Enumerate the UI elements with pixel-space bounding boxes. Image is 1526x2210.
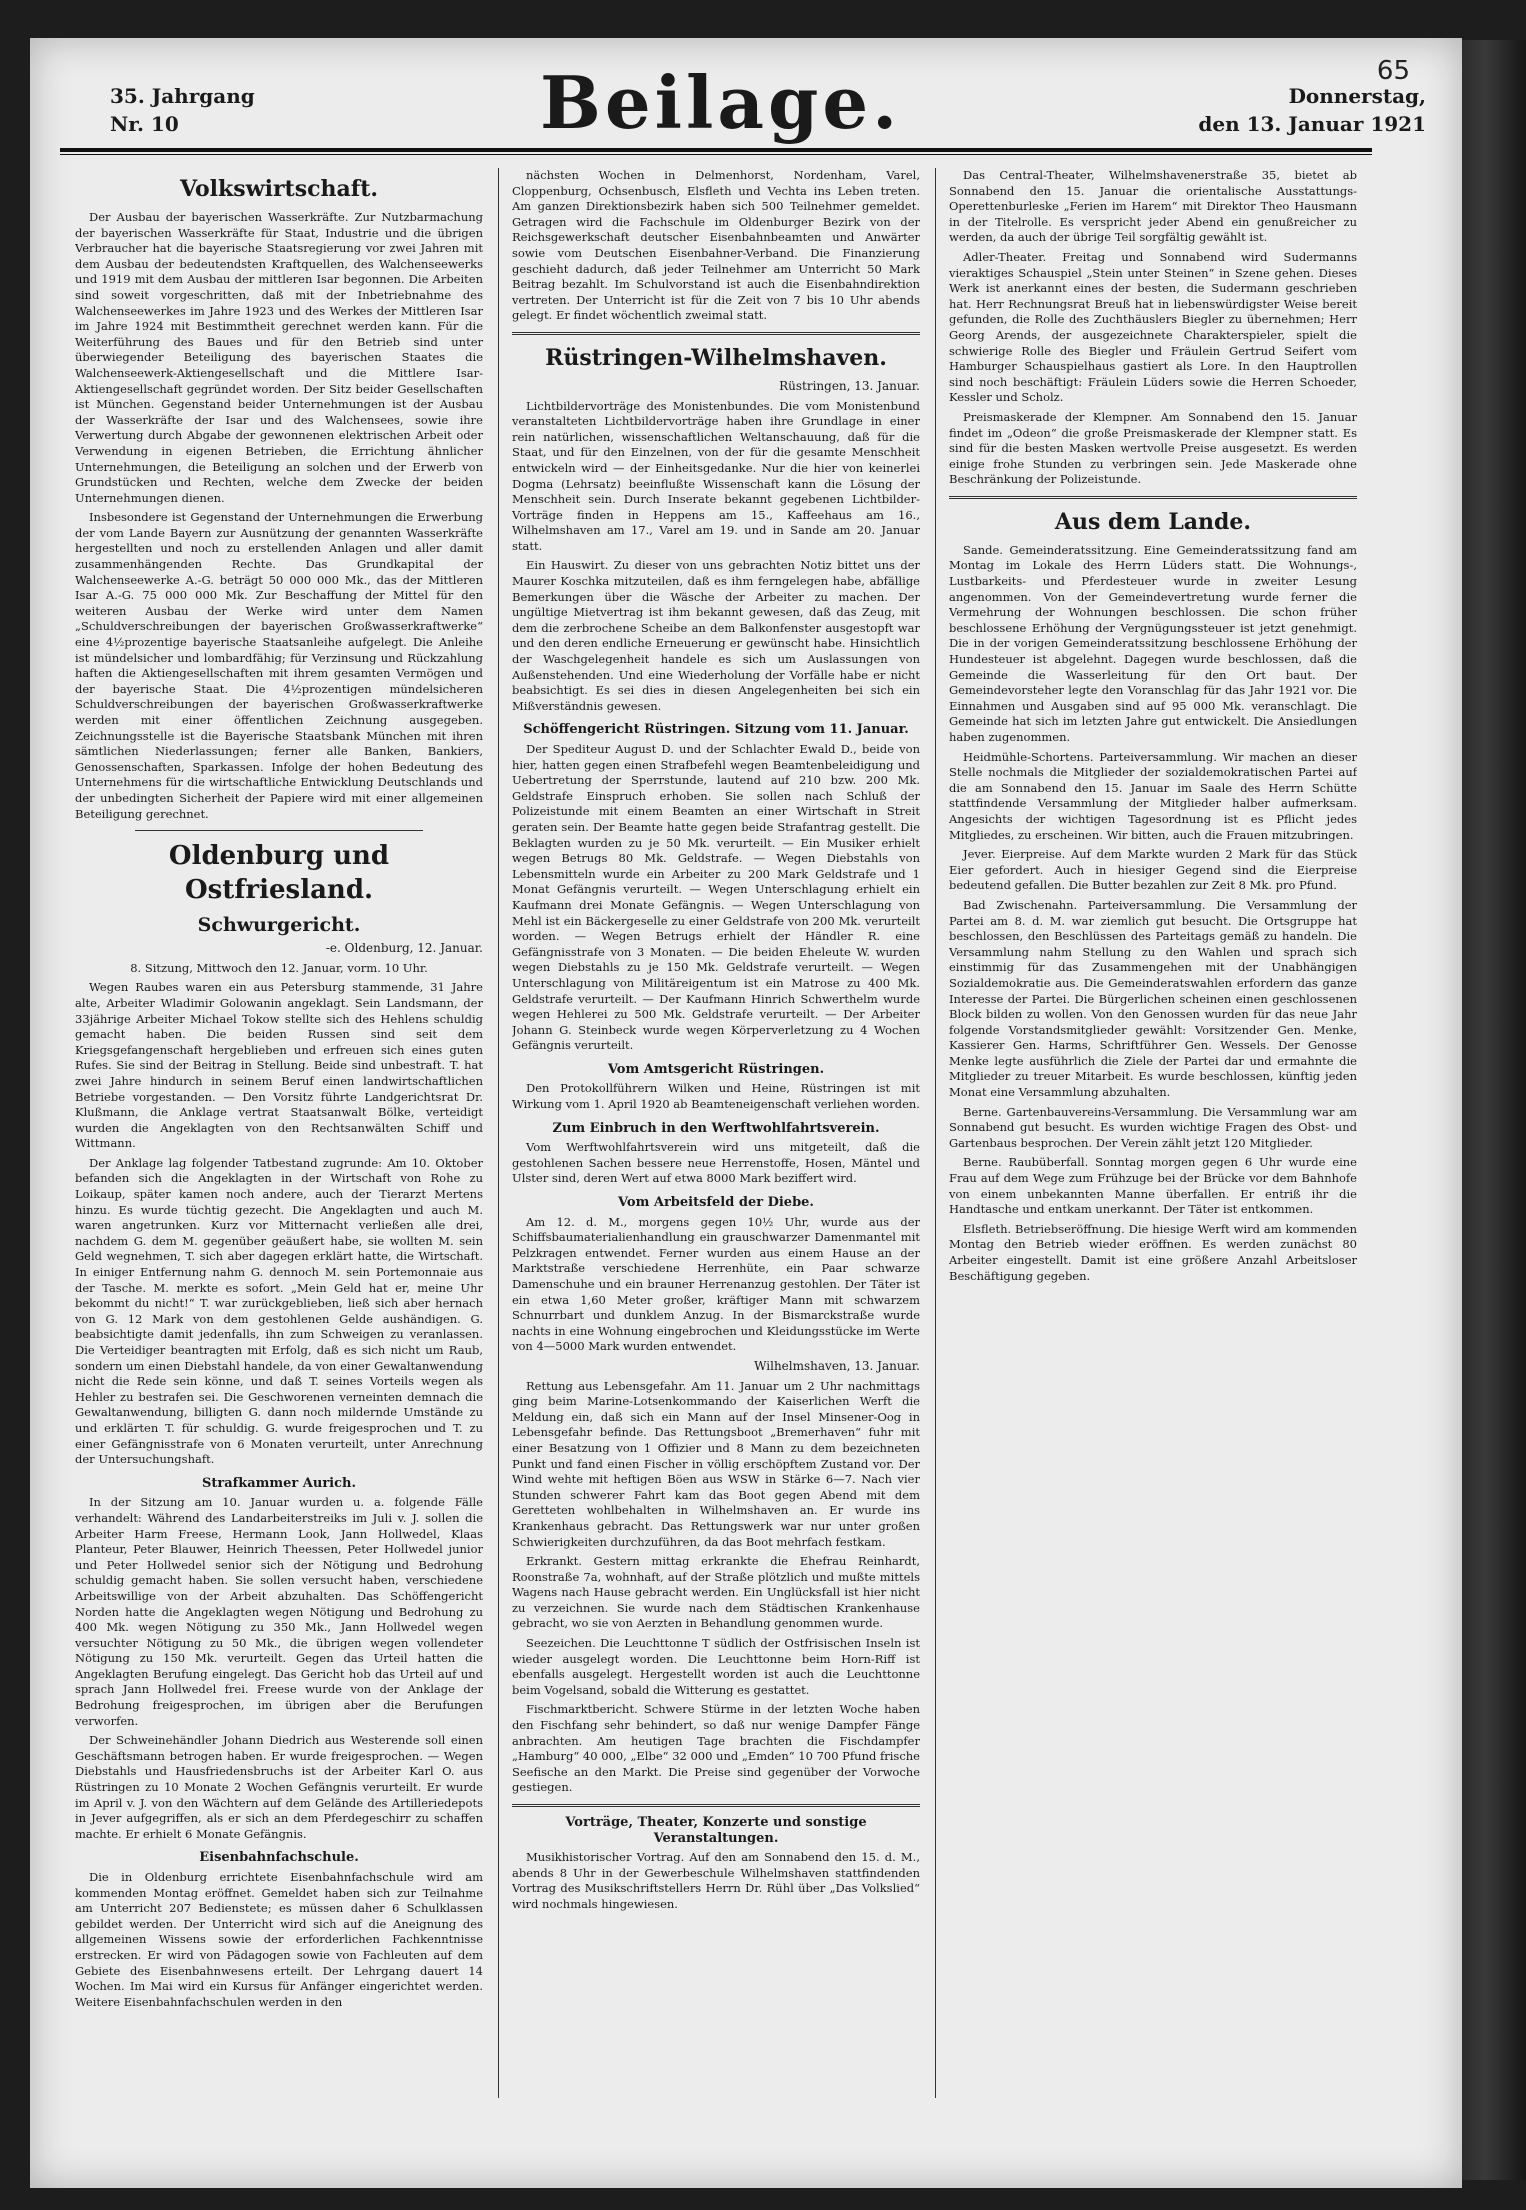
dateline: -e. Oldenburg, 12. Januar.	[325, 941, 483, 956]
article-paragraph: Der Spediteur August D. und der Schlachter Ewald D., beide von hier, hatten gegen einen Strafbefehl wegen Beamtenbeleidigung und Uebertretung der Sperrstunde, lautend auf 210 bzw. 200 Mk. Geldstrafe Einspruch erhoben. Sie sollen nach Schluß der Polizeistunde mit einem Beamten an einer Wirtschaft in Streit geraten sein. Der Beamte hatte gegen beide Strafantrag gestellt. Die Beklagten wurden zu je 50 Mk. verurteilt. — Ein Musiker erhielt wegen Betrugs 80 Mk. Geldstrafe. — Wegen Diebstahls von Lebensmitteln wurde ein Arbeiter zu 200 Mark Geldstrafe und 1 Monat Gefängnis verurteilt. — Wegen Unterschlagung erhielt ein Kaufmann drei Monate Gefängnis. — Wegen Unterschlagung von Mehl ist ein Bäckergeselle zu einer Geldstrafe von 200 Mk. verurteilt worden. — Wegen Betrugs erhielt der Händler R. eine Gefängnisstrafe von 3 Monaten. — Die beiden Eheleute W. wurden wegen Diebstahls zu je 150 Mk. Geldstrafe verurteilt. — Wegen Unterschlagung von Militäreigentum ist ein Matrose zu 400 Mk. Geldstrafe verurteilt. — Der Kaufmann Hinrich Schwerthelm wurde wegen Hehlerei zu 500 Mk. Geldstrafe verurteilt. — Der Arbeiter Johann G. Steinbeck wurde wegen Körperverletzung zu 4 Wochen Gefängnis verurteilt.	[512, 742, 920, 1053]
article-paragraph: nächsten Wochen in Delmenhorst, Nordenham, Varel, Cloppenburg, Ochsenbusch, Elsfleth und Vechta ins Leben treten. Am ganzen Direktionsbezirk haben sich 500 Teilnehmer gemeldet. Getragen wird die Fachschule im Oldenburger Bezirk von der Reichsgewerkschaft deutscher Eisenbahnbeamten und Anwärter sowie vom Deutschen Eisenbahner-Verband. Die Finanzierung geschieht dadurch, daß jeder Teilnehmer am Unterricht 50 Mark Beitrag bezahlt. Im Schulvorstand ist auch die Eisenbahndirektion vertreten. Der Unterricht ist für die Zeit von 7 bis 10 Uhr abends gelegt. Er findet wöchentlich zweimal statt.	[512, 168, 920, 323]
section-title-ruestringen: Rüstringen-Wilhelmshaven.	[545, 344, 887, 371]
subsection-title: Vom Amtsgericht Rüstringen.	[607, 1061, 825, 1077]
date-label: den 13. Januar 1921	[1198, 112, 1426, 136]
divider	[512, 332, 920, 335]
article-paragraph: Rettung aus Lebensgefahr. Am 11. Januar um 2 Uhr nachmittags ging beim Marine-Lotsenkommando der Kaiserlichen Werft die Meldung ein, daß sich ein Mann auf der Insel Minsener-Oog in Lebensgefahr befinde. Das Rettungsboot „Bremerhaven“ fuhr mit einer Besatzung von 1 Offizier und 8 Mann zu dem bezeichneten Punkt und fand einen Fischer in völlig erschöpftem Zustand vor. Der Wind wehte mit heftigen Böen aus WSW in Stärke 6—7. Nach vier Stunden schwerer Fahrt kam das Boot gegen Abend mit dem Geretteten wohlbehalten in Wilhelmshaven an. Er wurde ins Krankenhaus gebracht. Das Rettungswerk war nur unter großen Schwierigkeiten durchzuführen, da das Boot mehrfach festkam.	[512, 1378, 920, 1549]
article-paragraph: Seezeichen. Die Leuchttonne T südlich der Ostfrisischen Inseln ist wieder ausgelegt worden. Die Leuchttonne beim Horn-Riff ist ebenfalls ausgelegt. Hergestellt worden ist auch die Leuchttonne beim Vogelsand, sobald die Witterung es gestattet.	[512, 1636, 920, 1697]
article-paragraph: Elsfleth. Betriebseröffnung. Die hiesige Werft wird am kommenden Montag den Betrieb wieder eröffnen. Es werden zunächst 80 Arbeiter eingestellt. Damit ist eine größere Anzahl Arbeitsloser Beschäftigung gegeben.	[949, 1221, 1357, 1283]
article-paragraph: Lichtbildervorträge des Monistenbundes. Die vom Monistenbund veranstalteten Lichtbildervorträge haben ihre Grundlage in einer rein natürlichen, wissenschaftlichen Weltanschauung, daß für die Staat, und für den Einzelnen, von der für die gesamte Menschheit entwickeln wird — der Einheitsgedanke. Nur die hier von keinerlei Dogma (Lehrsatz) beeinflußte Wissenschaft kann die Lösung der Menschheit sein. Durch Inserate bekannt gegebenen Lichtbilder-Vorträge finden in Heppens am 15., Kaffeehaus am 16., Wilhelmshaven am 17., Varel am 19. und in Sande am 20. Januar statt.	[512, 398, 920, 553]
article-paragraph: Jever. Eierpreise. Auf dem Markte wurden 2 Mark für das Stück Eier gefordert. Auch in hiesiger Gegend sind die Eierpreise bedeutend gefallen. Die Butter bezahlen zur Zeit 8 Mk. pro Pfund.	[949, 847, 1357, 893]
issue-label: Nr. 10	[110, 112, 179, 136]
header-left	[110, 82, 255, 138]
article-paragraph: Der Schweinehändler Johann Diedrich aus Westerende soll einen Geschäftsmann betrogen haben. Er wurde freigesprochen. — Wegen Diebstahls und Hausfriedensbruchs ist der Arbeiter Karl O. aus Rüstringen zu 10 Monate 2 Wochen Gefängnis verurteilt. Er wurde im April v. J. von den Wächtern auf dem Gelände des Artilleriedepots in Jever aufgegriffen, als er sich an dem Pferdegeschirr zu schaffen machte. Er erhielt 6 Monate Gefängnis.	[75, 1733, 483, 1841]
column-1	[75, 168, 483, 2158]
page-number: 65	[1376, 56, 1410, 86]
header-rule	[60, 148, 1372, 155]
subsection-title: Zum Einbruch in den Werftwohlfahrtsverein.	[552, 1120, 880, 1136]
subsection-title: Strafkammer Aurich.	[201, 1475, 357, 1491]
article-paragraph: Heidmühle-Schortens. Parteiversammlung. Wir machen an dieser Stelle nochmals die Mitglieder der sozialdemokratischen Partei auf die am Sonnabend den 15. Januar im Saale des Herrn Schütte stattfindende Versammlung der Mitglieder halber aufmerksam. Angesichts der wichtigen Tagesordnung ist es Pflicht jedes Mitgliedes, zu erscheinen. Wir bitten, auch die Frauen mitzubringen.	[949, 749, 1357, 842]
subsection-title: Schwurgericht.	[197, 914, 361, 937]
article-paragraph: In der Sitzung am 10. Januar wurden u. a. folgende Fälle verhandelt: Während des Landarbeiterstreiks im Juli v. J. sollen die Arbeiter Harm Freese, Hermann Look, Jann Hollwedel, Klaas Planteur, Peter Blauwer, Heinrich Theessen, Peter Hollwedel junior und Peter Hollwedel senior sich der Nötigung und Bedrohung schuldig gemacht haben. Sie sollen versucht haben, verschiedene Arbeitswillige von der Arbeit abzuhalten. Das Schöffengericht Norden hatte die Angeklagten wegen Nötigung und Bedrohung zu 400 Mk. wegen Nötigung zu 350 Mk., Jann Hollwedel wegen versuchter Nötigung zu 50 Mk., die übrigen wegen vollendeter Nötigung zu 150 Mk. verurteilt. Gegen das Urteil hatten die Angeklagten Berufung eingelegt. Das Gericht hob das Urteil auf und sprach Jann Hollwedel frei. Freese wurde von der Anklage der Bedrohung freigesprochen, im übrigen aber die Berufungen verworfen.	[75, 1495, 483, 1728]
session-info: 8. Sitzung, Mittwoch den 12. Januar, vorm. 10 Uhr.	[130, 960, 428, 975]
divider	[949, 496, 1357, 499]
column-3	[949, 168, 1357, 2158]
section-title-vortraege: Vorträge, Theater, Konzerte und sonstige Veranstaltungen.	[565, 1815, 867, 1846]
article-paragraph: Fischmarktbericht. Schwere Stürme in der letzten Woche haben den Fischfang sehr behindert, so daß nur wenige Dampfer Fänge anbrachten. Am heutigen Tage brachten die Fischdampfer „Hamburg“ 40 000, „Elbe“ 32 000 und „Emden“ 10 700 Pfund frische Seefische an den Markt. Die Preise sind gegenüber der Vorwoche gestiegen.	[512, 1702, 920, 1795]
article-paragraph: Sande. Gemeinderatssitzung. Eine Gemeinderatssitzung fand am Montag im Lokale des Herrn Lüders statt. Die Wohnungs-, Lustbarkeits- und Pferdesteuer wurde in zweiter Lesung angenommen. Von der Gemeindevertretung wurde ferner die Vermehrung der Wohnungen beschlossen. Die schon früher beschlossene Erhöhung der Vergnügungssteuer ist jetzt genehmigt. Die in der vorigen Gemeinderatssitzung beschlossene Erhöhung der Hundesteuer ist abgelehnt. Dagegen wurde beschlossen, daß die Gemeinde die Wasserleitung für den Ort baut. Der Gemeindevorsteher legte den Voranschlag für das Jahr 1921 vor. Die Einnahmen und Ausgaben sind auf 95 000 Mk. veranschlagt. Die Gemeinde hat sich im letzten Jahre gut entwickelt. Die Ansiedlungen haben zugenommen.	[949, 542, 1357, 744]
article-paragraph: Erkrankt. Gestern mittag erkrankte die Ehefrau Reinhardt, Roonstraße 7a, wohnhaft, auf der Straße plötzlich und mußte mittels Wagens nach Hause gebracht werden. Ein Unglücksfall ist hier nicht zu verzeichnen. Sie wurde nach dem Städtischen Krankenhause gebracht, wo sie von Aerzten in Behandlung genommen wurde.	[512, 1554, 920, 1631]
article-paragraph: Ein Hauswirt. Zu dieser von uns gebrachten Notiz bittet uns der Maurer Koschka mitzuteilen, daß es ihm ferngelegen habe, abfällige Bemerkungen über die Wäsche der Arbeiter zu machen. Der ungültige Mietvertrag ist ihm bekannt gewesen, daß das Zeug, mit dem die zerbrochene Scheibe an dem Balkonfenster ausgestopft war und den deren endliche Erneuerung er gewünscht habe. Hinsichtlich der Waschgelegenheit handele es sich um Auslassungen von Außenstehenden. Und eine Wiederholung der Vorfälle habe er nicht beabsichtigt. Es sei dies in diesen Angelegenheiten bei sich ein Mißverständnis gewesen.	[512, 558, 920, 713]
article-paragraph: Der Anklage lag folgender Tatbestand zugrunde: Am 10. Oktober befanden sich die Angeklagten in der Wirtschaft von Rohe zu Loikaup, später kamen noch andere, auch der Tierarzt Mertens hinzu. Es wurde tüchtig gezecht. Die Angeklagten und auch M. waren angetrunken. Kurz vor Mitternacht verließen alle drei, nachdem G. dem M. gegenüber geäußert habe, sie wollten M. sein Geld wegnehmen, T. sich aber dagegen erklärt hatte, die Wirtschaft. In einiger Entfernung nahm G. dennoch M. sein Portemonnaie aus der Tasche. M. merkte es sofort. „Mein Geld hat er, meine Uhr bekommt du nicht!“ T. war zurückgeblieben, ließ sich aber hernach von G. 12 Mark von dem gestohlenen Gelde aushändigen. G. beabsichtigte damit jedenfalls, ihn zum Schweigen zu veranlassen. Die Verteidiger beantragten mit Erfolg, daß es sich nicht um Raub, sondern um einen Diebstahl handele, da von einer Gewaltanwendung nicht die Rede sein könne, und daß T. seines Vorteils wegen als Hehler zu bestrafen sei. Die Geschworenen verneinten demnach die Gewaltanwendung, billigten G. dann noch mildernde Umstände zu und erklärten T. für schuldig. G. wurde freigesprochen und T. zu einer Gefängnisstrafe von 6 Monaten verurteilt, unter Anrechnung der Untersuchungshaft.	[75, 1155, 483, 1467]
article-paragraph: Berne. Gartenbauvereins-Versammlung. Die Versammlung war am Sonnabend gut besucht. Es wurden wichtige Fragen des Obst- und Gartenbaus besprochen. Der Verein zählt jetzt 120 Mitglieder.	[949, 1104, 1357, 1150]
article-paragraph: Das Central-Theater, Wilhelmshavenerstraße 35, bietet ab Sonnabend den 15. Januar die orientalische Ausstattungs-Operettenburleske „Ferien im Harem“ mit Direktor Theo Hausmann in der Titelrolle. Es verspricht jeder Abend ein genußreicher zu werden, da auch der übrige Teil sorgfältig gewählt ist.	[949, 168, 1357, 245]
divider	[512, 1804, 920, 1807]
article-paragraph: Bad Zwischenahn. Parteiversammlung. Die Versammlung der Partei am 8. d. M. war ziemlich gut besucht. Die Ortsgruppe hat beschlossen, den Beschlüssen des Parteitags gemäß zu handeln. Die Versammlung nahm Stellung zu den Wahlen und sprach sich einstimmig für das Zusammengehen mit der Unabhängigen Sozialdemokratie aus. Die Gemeinderatswahlen erfordern das ganze Interesse der Partei. Die Bürgerlichen scheinen einen geschlossenen Block bilden zu wollen. Von den Genossen wurden für das neue Jahr folgende Vorstandsmitglieder gewählt: Vorsitzender Gen. Menke, Kassierer Gen. Harms, Schriftführer Gen. Wessels. Der Genosse Menke legte ausführlich die Ziele der Partei dar und ermahnte die Mitglieder zu treuer Mitarbeit. Es wurde beschlossen, künftig jeden Monat eine Versammlung abzuhalten.	[949, 897, 1357, 1100]
dateline: Wilhelmshaven, 13. Januar.	[754, 1358, 920, 1373]
column-2	[512, 168, 920, 2158]
subsection-title: Eisenbahnfachschule.	[199, 1850, 359, 1866]
article-paragraph: Die in Oldenburg errichtete Eisenbahnfachschule wird am kommenden Montag eröffnet. Gemeldet haben sich zur Teilnahme am Unterricht 207 Bedienstete; es müssen daher 6 Schulklassen gebildet werden. Der Unterricht wird sich auf die Aneignung des allgemeinen Wissens sowie der erforderlichen Fachkenntnisse erstrecken. Er wird von Pädagogen sowie von Fachleuten auf dem Gebiete des Eisenbahnwesens erteilt. Der Lehrgang dauert 14 Wochen. Im Mai wird ein Kursus für Anfänger eingerichtet werden. Weitere Eisenbahnfachschulen werden in den	[75, 1870, 483, 2009]
header-right	[1198, 82, 1426, 138]
column-divider	[935, 168, 936, 2098]
section-title-volkswirtschaft: Volkswirtschaft.	[179, 176, 379, 202]
book-binding-edge	[1458, 40, 1526, 2180]
section-title-aus-dem-lande: Aus dem Lande.	[1054, 508, 1252, 535]
article-paragraph: Berne. Raubüberfall. Sonntag morgen gegen 6 Uhr wurde eine Frau auf dem Wege zum Frühzuge bei der Brücke vor dem Bahnhofe von einem unbekannten Manne überfallen. Er entriß ihr die Handtasche und entkam unerkannt. Der Täter ist entkommen.	[949, 1155, 1357, 1217]
weekday-label: Donnerstag,	[1288, 84, 1426, 108]
dateline: Rüstringen, 13. Januar.	[779, 378, 920, 393]
article-paragraph: Am 12. d. M., morgens gegen 10½ Uhr, wurde aus der Schiffsbaumaterialienhandlung ein grauschwarzer Damenmantel mit Pelzkragen entwendet. Ferner wurden aus einem Hause an der Marktstraße verschiedene Herrenhüte, ein Paar schwarze Damenschuhe und ein brauner Herrenanzug gestohlen. Der Täter ist ein etwa 1,60 Meter großer, kräftiger Mann mit schwarzem Schnurrbart und dunklem Anzug. In der Bismarckstraße wurde nachts in eine Wohnung eingebrochen und Kleidungsstücke im Werte von 4—5000 Mark wurden entwendet.	[512, 1214, 920, 1354]
subsection-title: Vom Arbeitsfeld der Diebe.	[618, 1195, 814, 1211]
article-paragraph: Preismaskerade der Klempner. Am Sonnabend den 15. Januar findet im „Odeon“ die große Preismaskerade der Klempner statt. Es sind für die besten Masken wertvolle Preise ausgesetzt. Es werden einige frohe Stunden zu verbringen sein. Jede Maskerade ohne Beschränkung der Polizeistunde.	[949, 409, 1357, 487]
article-paragraph: Den Protokollführern Wilken und Heine, Rüstringen ist mit Wirkung vom 1. April 1920 ab Beamteneigenschaft verliehen worden.	[512, 1081, 920, 1112]
year-label: 35. Jahrgang	[110, 84, 255, 108]
article-paragraph: Insbesondere ist Gegenstand der Unternehmungen die Erwerbung der vom Lande Bayern zur Ausnützung der genannten Wasserkräfte hergestellten und noch zu erstellenden Anlagen und aller damit zusammenhängenden Rechte. Das Grundkapital der Walchenseewerke A.-G. beträgt 50 000 000 Mk., das der Mittleren Isar A.-G. 75 000 000 Mk. Zur Beschaffung der Mittel für den weiteren Ausbau der Werke wird unter dem Namen „Schuldverschreibungen der bayerischen Großwasserkraftwerke“ eine 4½prozentige bayerische Staatsanleihe aufgelegt. Die Anleihe ist mündelsicher und lombardfähig; für Verzinsung und Rückzahlung haften die Aktiengesellschaften mit ihrem gesamten Vermögen und der bayerische Staat. Die 4½prozentigen mündelsicheren Schuldverschreibungen der bayerischen Großwasserkraftwerke werden mit einer öffentlichen Zeichnung ausgegeben. Zeichnungsstelle ist die Bayerische Staatsbank München mit ihren sämtlichen Niederlassungen; ferner alle Banken, Bankiers, Genossenschaften, Sparkassen. Infolge der hohen Bedeutung des Unternehmens für die wirtschaftliche Entwicklung Deutschlands und der unbedingten Sicherheit der Papiere wird mit einer allgemeinen Beteiligung gerechnet.	[75, 510, 483, 821]
article-paragraph: Vom Werftwohlfahrtsverein wird uns mitgeteilt, daß die gestohlenen Sachen bessere neue Herrenstoffe, Hosen, Mäntel und Ulster sind, deren Wert auf etwa 8000 Mark beziffert wird.	[512, 1140, 920, 1186]
article-paragraph: Der Ausbau der bayerischen Wasserkräfte. Zur Nutzbarmachung der bayerischen Wasserkräfte für Staat, Industrie und die übrigen Verbraucher hat die bayerische Staatsregierung vor zwei Jahren mit dem Ausbau der bedeutendsten Kraftquellen, des Walchenseewerks und 1919 mit dem Ausbau der mittleren Isar begonnen. Die Arbeiten sind soweit vorgeschritten, daß mit der Inbetriebnahme des Walchenseewerkes im Jahre 1923 und des Werkes der Mittleren Isar im Jahre 1924 mit Bestimmtheit gerechnet werden kann. Für die Weiterführung des Baues und für den Betrieb sind unter überwiegender Beteiligung des bayerischen Staates die Walchenseewerk-Aktiengesellschaft und die Mittlere Isar-Aktiengesellschaft gegründet worden. Der Sitz beider Gesellschaften ist München. Gegenstand beider Unternehmungen ist der Ausbau der Wasserkräfte der Isar und des Walchensees, sowie ihre Verwertung durch Abgabe der gewonnenen elektrischen Arbeit oder Verwendung in eigenen Betrieben, die Errichtung ähnlicher Unternehmungen, die Beteiligung an solchen und der Erwerb von Grundstücken und Rechten, welche dem Zwecke der beiden Unternehmungen dienen.	[75, 210, 483, 505]
subsection-title: Schöffengericht Rüstringen. Sitzung vom 11. Januar.	[523, 722, 909, 738]
column-divider	[498, 168, 499, 2098]
divider	[135, 830, 423, 831]
article-paragraph: Musikhistorischer Vortrag. Auf den am Sonnabend den 15. d. M., abends 8 Uhr in der Gewerbeschule Wilhelmshaven stattfindenden Vortrag des Musikschriftstellers Herrn Dr. Rühl über „Das Volkslied“ wird nochmals hingewiesen.	[512, 1850, 920, 1911]
article-paragraph: Wegen Raubes waren ein aus Petersburg stammende, 31 Jahre alte, Arbeiter Wladimir Golowanin angeklagt. Sein Landsmann, der 33jährige Arbeiter Michael Tokow stellte sich des Hehlens schuldig gemacht haben. Die beiden Russen sind seit dem Kriegsgefangenschaft hergeblieben und erfreuen sich eines guten Rufes. Sie sind der Beitrag in Stellung. Beide sind unbestraft. T. hat zwei Jahre hindurch in seinem Beruf einen landwirtschaftlichen Betriebe vorgestanden. — Den Vorsitz führte Landgerichtsrat Dr. Klußmann, die Anklage vertrat Staatsanwalt Bölke, verteidigt wurden die Angeklagten von den Rechtsanwälten Schiff und Wittmann.	[75, 980, 483, 1151]
masthead-title: Beilage.	[540, 60, 902, 145]
section-title-oldenburg: Oldenburg und Ostfriesland.	[168, 841, 390, 906]
article-paragraph: Adler-Theater. Freitag und Sonnabend wird Sudermanns vieraktiges Schauspiel „Stein unter Steinen“ in Szene gehen. Dieses Werk ist anerkannt eines der besten, die Sudermann geschrieben hat. Herr Rechnungsrat Breuß hat in liebenswürdigster Weise bereit gefunden, die Rolle des Zuchthäuslers Biegler zu übernehmen; Herr Georg Arends, der ausgezeichnete Charakterspieler, spielt die schwierige Rolle des Biegler und Fräulein Gertrud Seifert vom Hamburger Schauspielhaus gastiert als Lore. In den Hauptrollen sind noch beschäftigt: Fräulein Lüders sowie die Herren Schoeder, Kessler und Scholz.	[949, 249, 1357, 405]
